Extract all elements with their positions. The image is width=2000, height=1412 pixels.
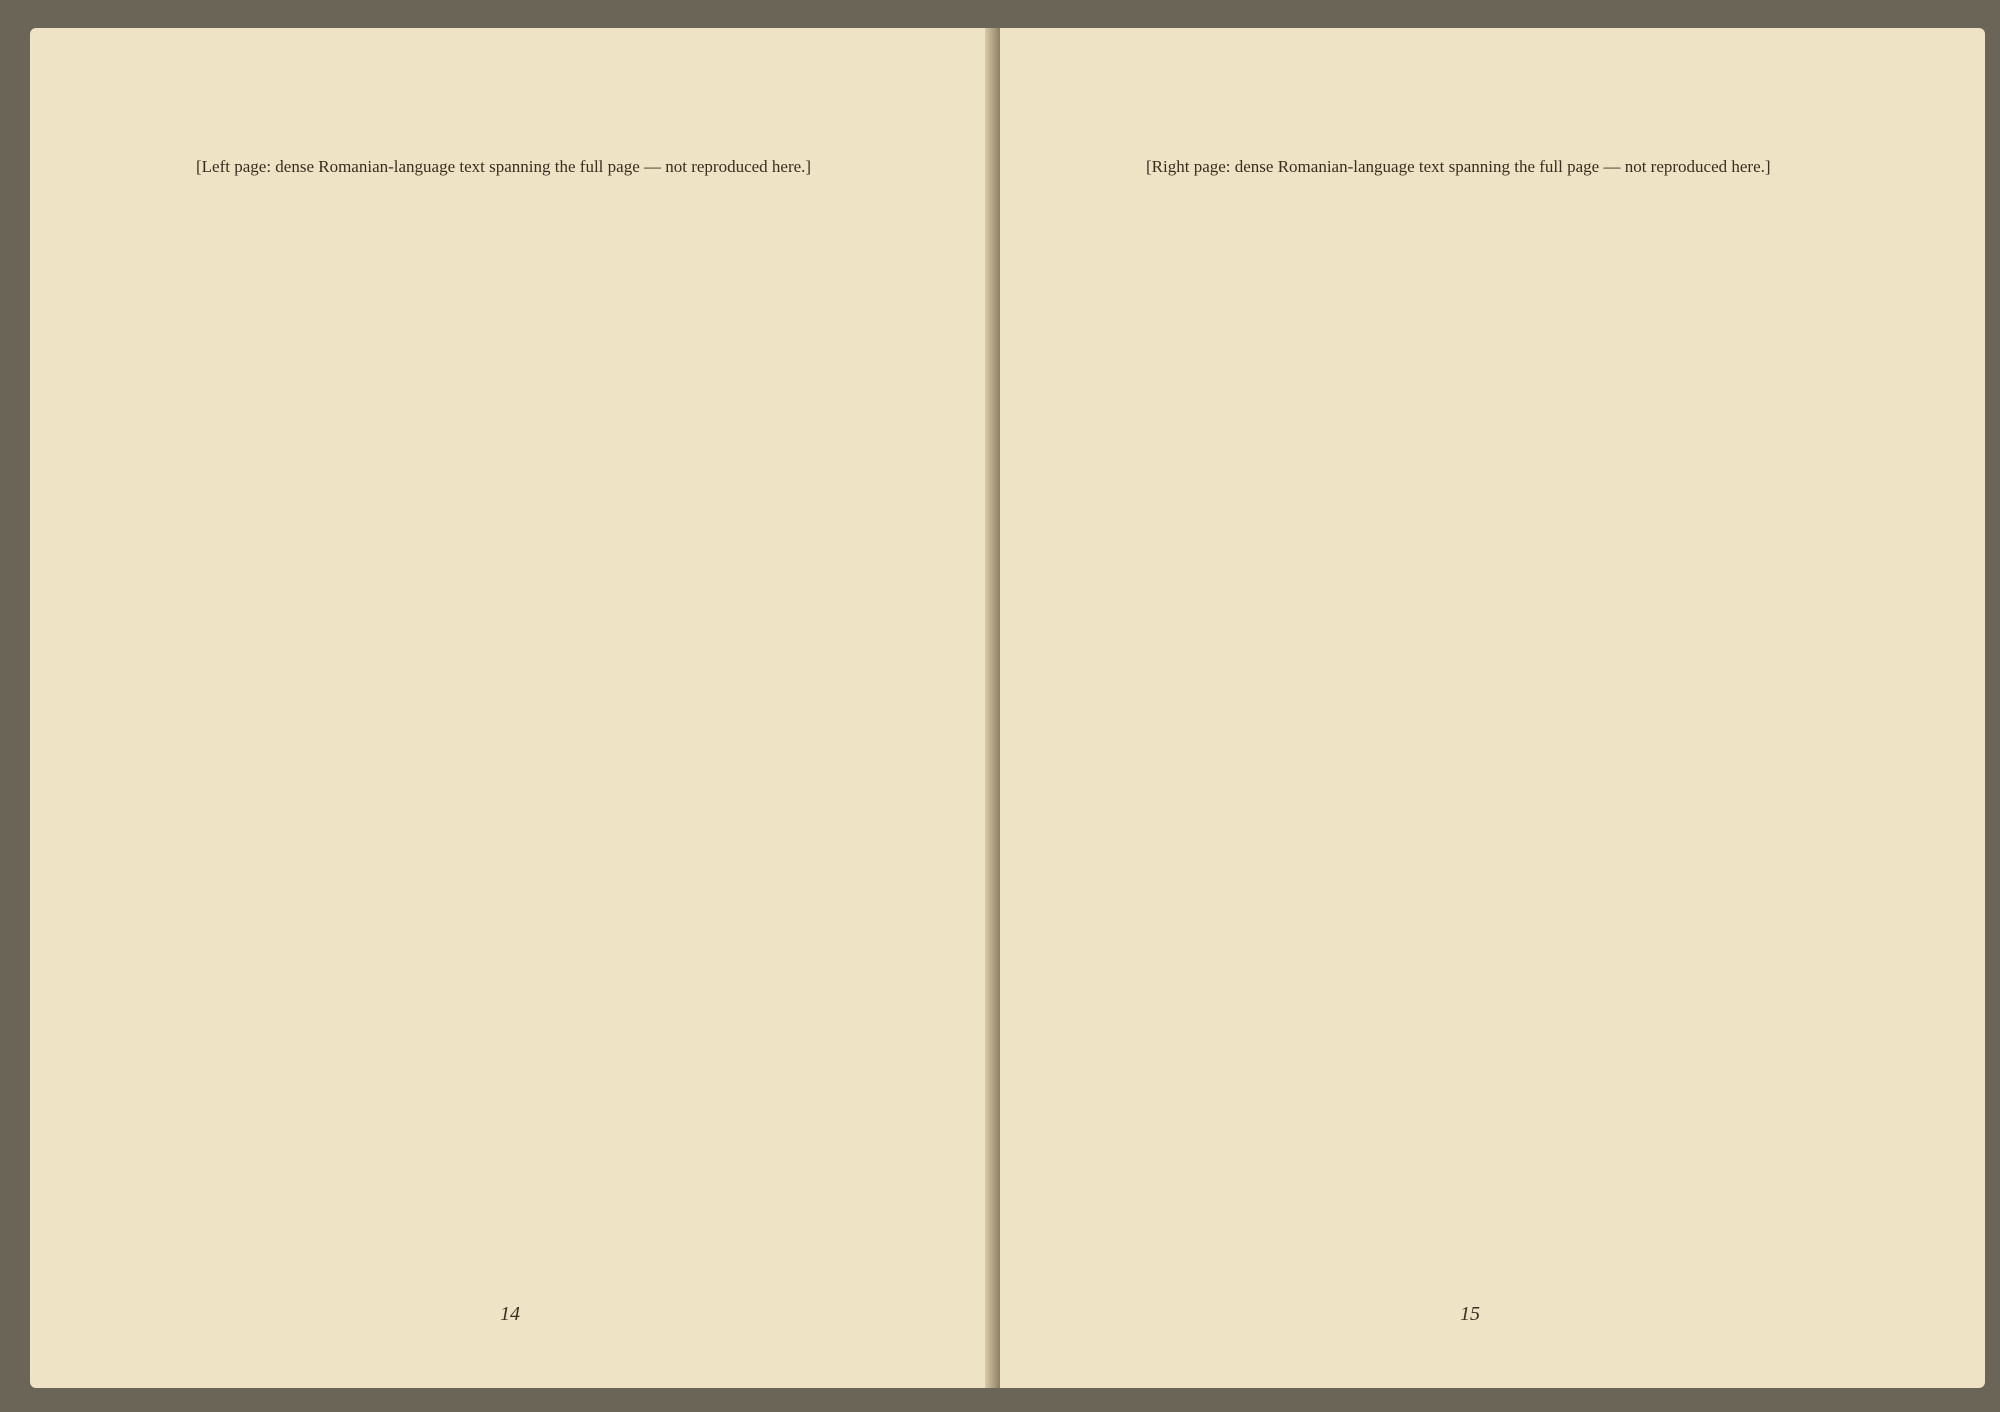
paragraph: [Right page: dense Romanian-language text spanning the full page — not reproduced here.]: [1146, 157, 1771, 176]
page-number: 14: [500, 1303, 520, 1325]
page-number: 15: [1460, 1303, 1480, 1325]
left-page: [30, 28, 998, 1388]
right-page-text: [1110, 158, 1880, 176]
paragraph: [Left page: dense Romanian-language text spanning the full page — not reproduced here.]: [196, 157, 812, 176]
right-page: [1000, 28, 1985, 1388]
left-page-text: [160, 158, 920, 176]
